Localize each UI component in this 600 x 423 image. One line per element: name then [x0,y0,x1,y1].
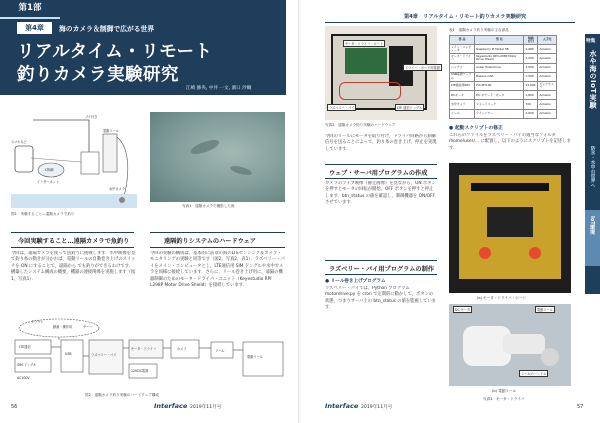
right-page-number: 57 [577,404,584,410]
photo-1-caption: 写真1 遠隔カメラで撮影した魚 [182,204,235,208]
table-cell: Anker PowerCore [475,63,524,72]
table-row [450,91,557,100]
left-footer-date: 2019年11月号 [190,405,222,410]
photo-2-caption: 写真2 遠隔カメラ釣り実験のハードウェア [325,123,396,127]
table-cell: 1,800 [524,91,538,100]
side-tab-title: 水や海のIoT実験 [589,50,597,109]
figure-1-caption: 図1 実験すること―遠隔カメラで釣り [11,212,75,216]
table-cell: ショートコーク [475,100,524,109]
raspi-heading-box [325,260,437,275]
table-header-cell: 型 名 [475,36,524,45]
photo-3-motor-board [449,163,571,293]
section-2-heading: 遠隔釣りシステムのハードウェア [164,238,256,245]
table-cell: ビックカメラ [538,81,557,90]
raspi-heading: ラズベリー・パイ用プログラムの制作 [329,266,434,273]
table-cell: Amazon [538,100,557,109]
table-row [450,109,557,118]
table-cell: メイン・コンピュータ [450,45,475,54]
fig1-label-5: 水中カメラ [109,187,125,191]
table-cell: Amazon [538,72,557,81]
table-cell: USB電源ケーブル [450,72,475,81]
device-box [81,152,99,174]
fig2-label-6: ラズベリー・パイ [91,353,117,357]
table-header-cell: 部 品 [450,36,475,45]
table-cell: DC ギヤード・モータ [475,91,524,100]
section-1-heading: 今回実験すること…遠隔カメラで魚釣り [18,238,130,245]
authors: 江崎 修央, 中井 一文, 濱口 沙織 [186,86,252,91]
body-text-1: 今回のリールにモータを取り付け，ドライバ回路から制御信号を送ることによって，釣り糸の巻き上げ，停止を実現しています． [325,134,437,152]
web-heading: ウェブ・サーバ用プログラムの作成 [329,170,428,177]
table-cell: バッテリ [450,63,475,72]
left-page-number: 56 [11,404,18,410]
section-2-text: 今回の実験の構成は，基本的に前章の海のLTEセンシング＆カメラ・モニタリングの実験と同等です（図2，写真2，表1）．ラズベリー・パイをメイン・コンピュータとし，LTE通信用 SIM ドングルや水中カメラを同様に接続しています．さらに，リール巻き上げ用に，遠隔の機器制御のためのモータ・ドライバ・ユニット（Keyestudio RPI L298P Motor Drive Shield）を接続しています． [150,251,285,289]
fig2-label-9: USB [65,352,72,356]
photo-3-4-caption: 写真3 モータ・ドライバ [483,397,525,401]
table-cell: Amazon [538,63,557,72]
side-tab-2 [585,210,600,266]
side-tab-2-label: IoT環境 [589,216,595,235]
table-cell: 1,500 [524,72,538,81]
table-cell: Baseus CAP [475,72,524,81]
table-header-cell: 入手先 [538,36,557,45]
fig1-label-3: インターネット [37,180,60,184]
web-text: カメラのライブ映像（静止画像）を見ながら，ON ボタンを押すとモータの回転が開始，OFF ボタンを押すと停止します．btn_status の値を確認し，制御機器を ON/OFF させています． [325,181,436,206]
photo4-callout-0: DC モータ [455,308,471,312]
section-tag-label: 第1部 [18,3,42,13]
chapter-badge: 第4章 [17,22,52,34]
table-row [450,54,557,63]
fig1-label-0: ブイ付き [85,115,98,119]
table-cell: PIX-MT100 [475,81,524,90]
table-cell: DCモータ [450,91,475,100]
raspi-text: ラズベリー・パイでは，Python プログラム motordrive.py を cron で定期的に動かして，ボタンの状態，つまりサーバ上の btn_status の値を監視しています． [325,286,436,311]
fig1-label-1: スマホなど [11,140,27,144]
fig2-label-2: サーバ [83,325,93,329]
page-title-line2: 釣りカメラ実験研究 [17,65,179,85]
fig2-label-12: リール [215,349,225,353]
table-cell: Amazon [538,45,557,54]
side-tab-label-top: 特集 [586,39,596,44]
photo-1 [150,112,285,202]
table-cell: Raspberry Pi Model 3B [475,45,524,54]
table-cell: Keyestudio RPI L298P Motor Drive Shield [475,54,524,63]
smartphone-icon [15,146,33,172]
fig2-label-3: LTE通信 [19,345,31,349]
running-title-rule [325,22,575,23]
table-header-row [450,36,557,45]
script-heading: ● 起動スクリプトの修正 [449,126,503,131]
page-title-line1: リアルタイム・リモート [17,42,213,62]
section-1-text: 今回は，遠隔カメラを使って魚釣りに挑戦します．水中映像を見て釣り糸の動きが分かれば，電動リールの自動巻き上げのスイッチを ON にすることで，遠隔から でも釣りができるわけです．構築したシステム構成の概要，機器の連接関係を実施します（図1，写真1）． [11,251,136,282]
figure-1 [11,112,137,208]
pole-icon [103,134,117,172]
side-tab-sub: 防水・水中の世界へ [590,146,595,188]
table-cell: Amazon [538,109,557,118]
photo-2-board [345,48,387,74]
header-subtitle: 海のカメラ＆制御で広がる世界 [59,25,155,33]
reel-subheading: ● リール巻き上げプログラム [325,279,386,284]
table-1-caption: 表1 遠隔カメラ釣り実験の主な部品 [449,28,509,32]
table-row [450,72,557,81]
fig2-label-1: 動画・操作用 [53,325,73,329]
underwater-camera-icon [119,197,125,203]
table-cell: ツインパワー [475,109,524,118]
photo-3-caption: (a) モータ・ドライバ・ボード [477,296,526,300]
table-cell: 3,000 [524,63,538,72]
table-cell: モータ・ドライバ [450,54,475,63]
table-cell: Amazon [538,54,557,63]
fig1-label-4: 電動リール [103,129,119,133]
fig2-label-7: モータ・ドライバ [131,347,157,351]
fig2-label-10: カメラ [177,347,187,351]
fig2-label-8: 12VDC電源 [131,369,149,373]
table-cell: 1,200 [524,54,538,63]
fig2-label-0: クラウド [31,320,44,324]
photo2-callout-3: LTE 通信ドングル [397,106,423,110]
photo-4-caption: (b) 電動リール [492,389,517,393]
photo2-callout-2: ラズベリー・パイ [329,106,355,110]
table-row [450,100,557,109]
right-page [301,0,600,423]
figure-2-caption: 図2 遠隔カメラ釣り実験のハードウェア構成 [85,393,160,397]
section-tag [0,0,60,19]
table-row [450,81,557,90]
photo4-callout-1: 電動リール [537,308,553,312]
photo-2-cable [339,82,401,100]
figure-2 [11,318,287,390]
left-footer-magazine: Interface [154,402,188,410]
table-cell: LTE通信用SIM [450,81,475,90]
table-cell: 4,980 [524,45,538,54]
section-2-heading-box [150,232,285,248]
photo-4-electric-reel [449,304,571,386]
fig1-label-2: LTE網 [45,168,54,172]
table-cell: 13,000 [524,81,538,90]
table-cell: 2,000 [524,109,538,118]
web-heading-box [325,164,437,179]
photo2-callout-1: ドライバ・ボード用電源 [405,66,440,70]
water-area [11,194,137,208]
fig2-label-11: 電動リール [247,355,263,359]
running-title: 第4章 リアルタイム・リモート釣りカメラ実験研究 [404,14,527,20]
photo2-callout-0: モータ・ドライバ・ボード [345,42,383,46]
script-text: これらのファイルをラズベリー・パイの適当なフォルダ /home/user/… に配置し，以下のようにスクリプトを記述します． [449,133,571,151]
right-footer-date: 2019年11月号 [361,405,393,410]
table-cell: 700 [524,100,538,109]
fig2-label-5: AC100V [17,376,30,380]
parts-table [449,35,557,119]
table-row [450,45,557,54]
section-1-heading-box [11,232,134,248]
photo4-callout-2: リールのハンドル [521,372,547,376]
left-page [0,0,299,423]
table-cell: Amazon [538,91,557,100]
table-row [450,63,557,72]
table-header-cell: 価格[円] [524,36,538,45]
table-cell: リール [450,109,475,118]
fig2-label-4: SIM ドングル [17,363,37,367]
table-cell: 水中カメラ [450,100,475,109]
figure-1-diagram [11,112,137,208]
right-footer-magazine: Interface [325,402,359,410]
